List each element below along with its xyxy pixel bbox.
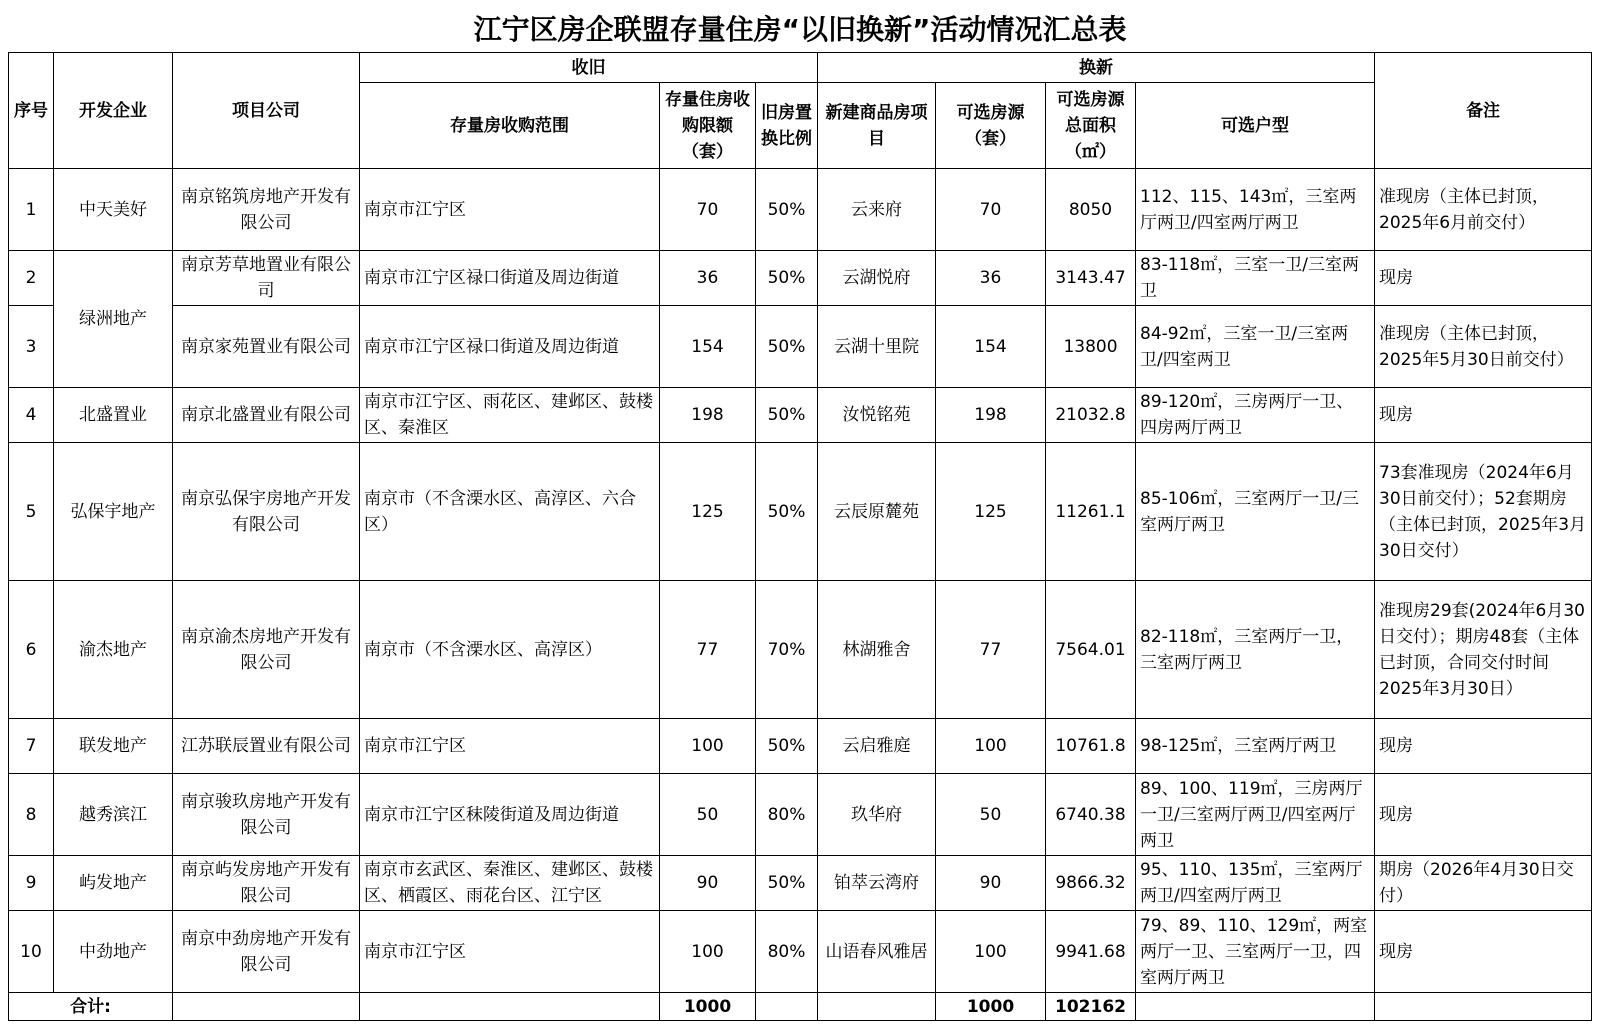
cell-limit: 100 — [660, 911, 756, 993]
header-ratio: 旧房置换比例 — [756, 83, 818, 169]
total-limit: 1000 — [660, 993, 756, 1021]
cell-scope: 南京市玄武区、秦淮区、建邺区、鼓楼区、栖霞区、雨花台区、江宁区 — [360, 856, 660, 911]
total-label: 合计: — [9, 993, 173, 1021]
cell-project: 林湖雅舍 — [818, 581, 936, 719]
cell-developer: 联发地产 — [54, 719, 173, 774]
cell-units: 77 — [936, 581, 1046, 719]
cell-ratio: 50% — [756, 169, 818, 251]
cell-project: 云湖悦府 — [818, 251, 936, 306]
cell-limit: 70 — [660, 169, 756, 251]
cell-project: 云来府 — [818, 169, 936, 251]
cell-ratio: 50% — [756, 856, 818, 911]
cell-company: 南京中劲房地产开发有限公司 — [173, 911, 360, 993]
cell-seq: 6 — [9, 581, 54, 719]
header-company: 项目公司 — [173, 53, 360, 169]
cell-company: 南京北盛置业有限公司 — [173, 388, 360, 443]
cell-types: 98-125㎡，三室两厅两卫 — [1136, 719, 1375, 774]
cell-scope: 南京市江宁区 — [360, 719, 660, 774]
cell-scope: 南京市（不含溧水区、高淳区） — [360, 581, 660, 719]
cell-area: 8050 — [1046, 169, 1136, 251]
cell-scope: 南京市江宁区 — [360, 169, 660, 251]
table-row — [9, 251, 1592, 306]
cell-units: 100 — [936, 719, 1046, 774]
table-row — [9, 774, 1592, 856]
cell-remark: 73套准现房（2024年6月30日前交付）；52套期房（主体已封顶，2025年3月30日交付） — [1375, 443, 1592, 581]
cell-seq: 5 — [9, 443, 54, 581]
cell-project: 云湖十里院 — [818, 306, 936, 388]
cell-project: 山语春风雅居 — [818, 911, 936, 993]
cell-types: 82-118㎡，三室两厅一卫，三室两厅两卫 — [1136, 581, 1375, 719]
cell-developer: 渝杰地产 — [54, 581, 173, 719]
cell-company: 江苏联辰置业有限公司 — [173, 719, 360, 774]
cell-scope: 南京市江宁区秣陵街道及周边街道 — [360, 774, 660, 856]
total-empty-cell — [756, 993, 818, 1021]
cell-area: 3143.47 — [1046, 251, 1136, 306]
cell-units: 50 — [936, 774, 1046, 856]
cell-remark: 准现房（主体已封顶，2025年6月前交付） — [1375, 169, 1592, 251]
cell-scope: 南京市江宁区、雨花区、建邺区、鼓楼区、秦淮区 — [360, 388, 660, 443]
cell-remark: 现房 — [1375, 719, 1592, 774]
cell-developer: 越秀滨江 — [54, 774, 173, 856]
cell-units: 90 — [936, 856, 1046, 911]
total-units: 1000 — [936, 993, 1046, 1021]
cell-project: 汝悦铭苑 — [818, 388, 936, 443]
cell-project: 云辰原麓苑 — [818, 443, 936, 581]
cell-ratio: 50% — [756, 443, 818, 581]
cell-project: 云启雅庭 — [818, 719, 936, 774]
cell-limit: 36 — [660, 251, 756, 306]
cell-scope: 南京市江宁区 — [360, 911, 660, 993]
cell-scope: 南京市江宁区禄口街道及周边街道 — [360, 306, 660, 388]
cell-units: 100 — [936, 911, 1046, 993]
table-row — [9, 911, 1592, 993]
table-row — [9, 388, 1592, 443]
cell-ratio: 50% — [756, 388, 818, 443]
total-empty-cell — [360, 993, 660, 1021]
cell-company: 南京家苑置业有限公司 — [173, 306, 360, 388]
cell-scope: 南京市（不含溧水区、高淳区、六合区） — [360, 443, 660, 581]
cell-company: 南京弘保宇房地产开发有限公司 — [173, 443, 360, 581]
cell-units: 70 — [936, 169, 1046, 251]
total-row — [9, 993, 1592, 1021]
header-area: 可选房源总面积（㎡） — [1046, 83, 1136, 169]
table-row — [9, 169, 1592, 251]
cell-units: 154 — [936, 306, 1046, 388]
cell-types: 84-92㎡，三室一卫/三室两卫/四室两卫 — [1136, 306, 1375, 388]
cell-seq: 9 — [9, 856, 54, 911]
cell-remark: 期房（2026年4月30日交付） — [1375, 856, 1592, 911]
cell-types: 95、110、135㎡，三室两厅两卫/四室两厅两卫 — [1136, 856, 1375, 911]
cell-ratio: 50% — [756, 306, 818, 388]
total-area: 102162 — [1046, 993, 1136, 1021]
cell-limit: 77 — [660, 581, 756, 719]
cell-seq: 10 — [9, 911, 54, 993]
cell-seq: 1 — [9, 169, 54, 251]
cell-scope: 南京市江宁区禄口街道及周边街道 — [360, 251, 660, 306]
cell-company: 南京芳草地置业有限公司 — [173, 251, 360, 306]
cell-remark: 现房 — [1375, 911, 1592, 993]
cell-company: 南京骏玖房地产开发有限公司 — [173, 774, 360, 856]
header-remark: 备注 — [1375, 53, 1592, 169]
header-scope: 存量房收购范围 — [360, 83, 660, 169]
cell-area: 10761.8 — [1046, 719, 1136, 774]
cell-ratio: 50% — [756, 719, 818, 774]
cell-developer: 中劲地产 — [54, 911, 173, 993]
total-empty-cell — [818, 993, 936, 1021]
table-row — [9, 719, 1592, 774]
cell-units: 198 — [936, 388, 1046, 443]
cell-units: 125 — [936, 443, 1046, 581]
cell-ratio: 80% — [756, 774, 818, 856]
cell-limit: 50 — [660, 774, 756, 856]
cell-types: 89-120㎡，三房两厅一卫、四房两厅两卫 — [1136, 388, 1375, 443]
cell-remark: 现房 — [1375, 774, 1592, 856]
cell-project: 玖华府 — [818, 774, 936, 856]
header-developer: 开发企业 — [54, 53, 173, 169]
cell-developer: 弘保宇地产 — [54, 443, 173, 581]
total-empty-cell — [1375, 993, 1592, 1021]
cell-types: 85-106㎡，三室两厅一卫/三室两厅两卫 — [1136, 443, 1375, 581]
cell-developer: 屿发地产 — [54, 856, 173, 911]
cell-seq: 7 — [9, 719, 54, 774]
cell-seq: 4 — [9, 388, 54, 443]
header-units: 可选房源（套） — [936, 83, 1046, 169]
page-title: 江宁区房企联盟存量住房“以旧换新”活动情况汇总表 — [9, 8, 1592, 53]
total-empty-cell — [173, 993, 360, 1021]
cell-developer: 中天美好 — [54, 169, 173, 251]
cell-area: 11261.1 — [1046, 443, 1136, 581]
cell-limit: 125 — [660, 443, 756, 581]
cell-area: 6740.38 — [1046, 774, 1136, 856]
cell-ratio: 80% — [756, 911, 818, 993]
table-row — [9, 581, 1592, 719]
cell-area: 13800 — [1046, 306, 1136, 388]
cell-units: 36 — [936, 251, 1046, 306]
cell-types: 89、100、119㎡，三房两厅一卫/三室两厅两卫/四室两厅两卫 — [1136, 774, 1375, 856]
header-limit: 存量住房收购限额（套） — [660, 83, 756, 169]
header-group-new: 换新 — [818, 53, 1375, 83]
summary-table — [8, 8, 1592, 1021]
table-row — [9, 443, 1592, 581]
cell-ratio: 70% — [756, 581, 818, 719]
cell-company: 南京屿发房地产开发有限公司 — [173, 856, 360, 911]
table-row — [9, 306, 1592, 388]
header-project: 新建商品房项目 — [818, 83, 936, 169]
total-empty-cell — [1136, 993, 1375, 1021]
cell-company: 南京渝杰房地产开发有限公司 — [173, 581, 360, 719]
cell-area: 7564.01 — [1046, 581, 1136, 719]
header-seq: 序号 — [9, 53, 54, 169]
cell-area: 9866.32 — [1046, 856, 1136, 911]
cell-area: 9941.68 — [1046, 911, 1136, 993]
cell-limit: 90 — [660, 856, 756, 911]
cell-limit: 100 — [660, 719, 756, 774]
header-group-old: 收旧 — [360, 53, 818, 83]
cell-remark: 准现房（主体已封顶，2025年5月30日前交付） — [1375, 306, 1592, 388]
cell-types: 112、115、143㎡，三室两厅两卫/四室两厅两卫 — [1136, 169, 1375, 251]
header-types: 可选户型 — [1136, 83, 1375, 169]
cell-seq: 8 — [9, 774, 54, 856]
cell-types: 83-118㎡，三室一卫/三室两卫 — [1136, 251, 1375, 306]
cell-limit: 154 — [660, 306, 756, 388]
cell-remark: 准现房29套(2024年6月30日交付）；期房48套（主体已封顶，合同交付时间2025年3月30日） — [1375, 581, 1592, 719]
cell-seq: 2 — [9, 251, 54, 306]
cell-area: 21032.8 — [1046, 388, 1136, 443]
cell-developer: 北盛置业 — [54, 388, 173, 443]
cell-limit: 198 — [660, 388, 756, 443]
cell-remark: 现房 — [1375, 251, 1592, 306]
cell-seq: 3 — [9, 306, 54, 388]
cell-company: 南京铭筑房地产开发有限公司 — [173, 169, 360, 251]
cell-project: 铂萃云湾府 — [818, 856, 936, 911]
summary-sheet — [8, 8, 1591, 1021]
cell-remark: 现房 — [1375, 388, 1592, 443]
cell-types: 79、89、110、129㎡，两室两厅一卫、三室两厅一卫，四室两厅两卫 — [1136, 911, 1375, 993]
table-row — [9, 856, 1592, 911]
cell-ratio: 50% — [756, 251, 818, 306]
cell-developer: 绿洲地产 — [54, 251, 173, 388]
